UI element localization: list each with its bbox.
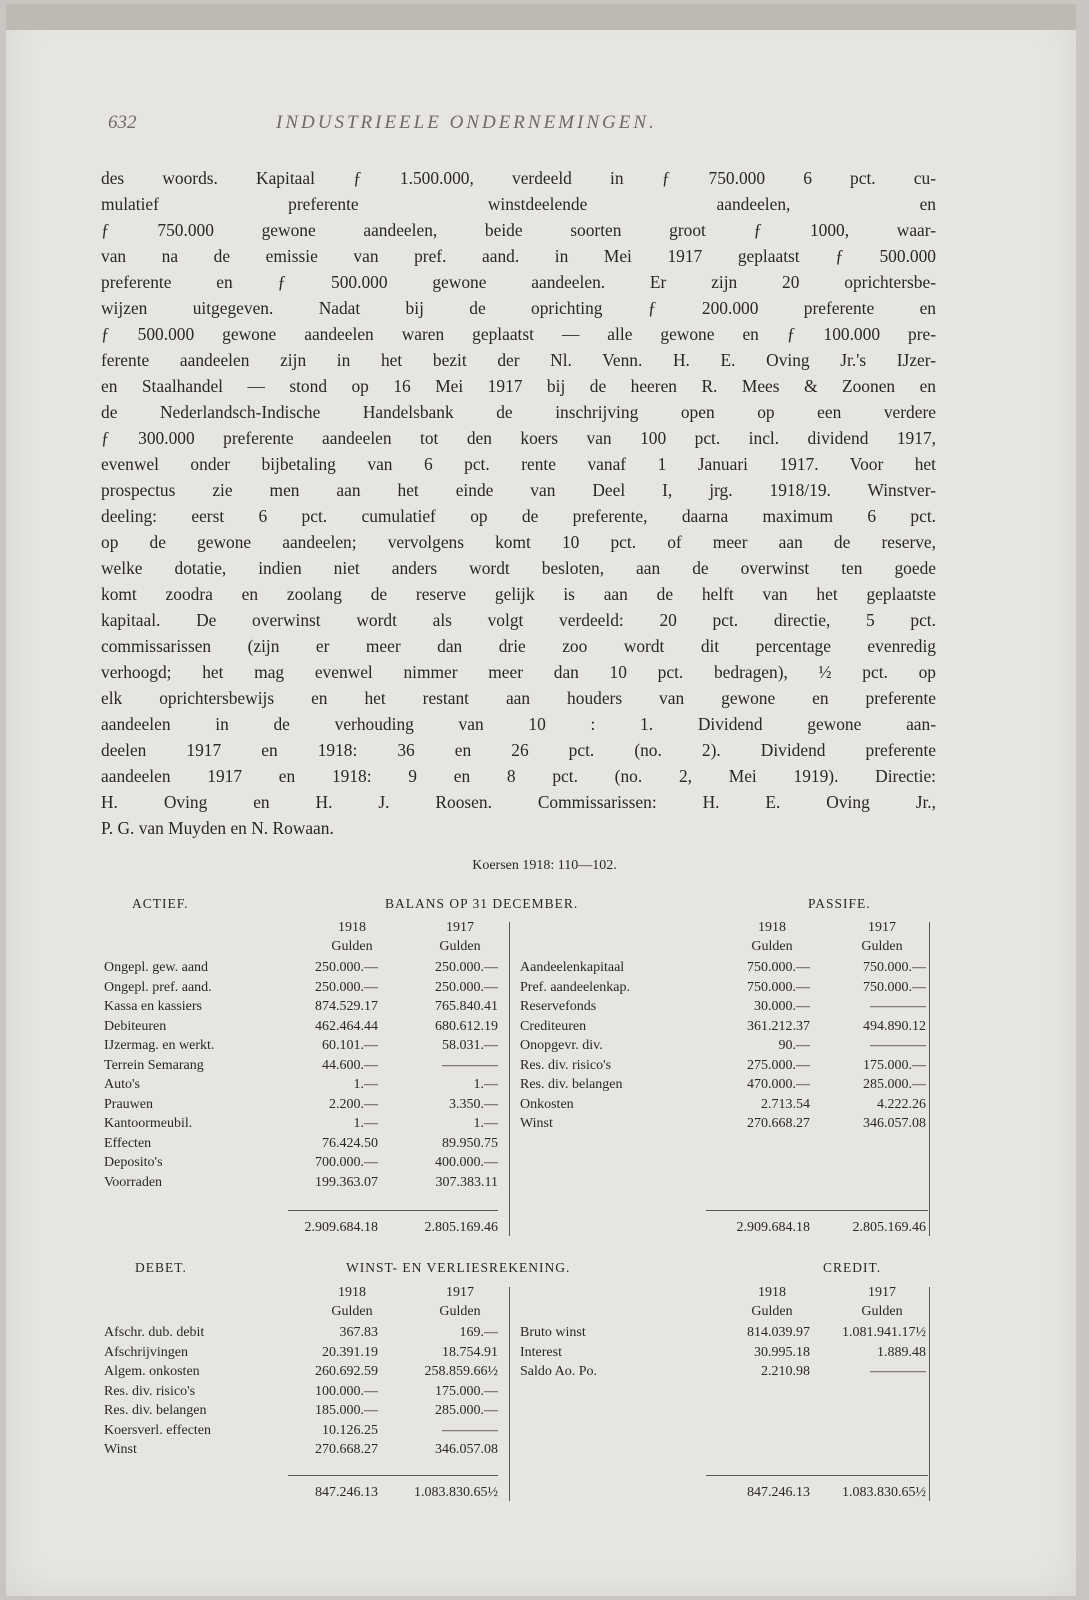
value-1917: 250.000.— [435,979,498,995]
value-1917: 680.612.19 [435,1018,498,1034]
total-1918: 847.246.13 [747,1485,810,1500]
value-1918: 250.000.— [315,960,378,975]
total-rule [288,1210,498,1211]
value-1917: 765.840.41 [435,999,498,1014]
column-unit: Gulden [439,939,481,954]
scan-top-edge [6,4,1076,30]
value-1917: 1.081.941.17½ [842,1325,926,1340]
value-1918: 60.101.— [322,1038,378,1053]
row-label: Afschrijvingen [104,1344,188,1360]
row-label: Bruto winst [520,1325,586,1340]
body-line: wijzen uitgegeven. Nadat bij de oprichting ƒ 200.000 preferente en [101,298,936,318]
row-label: Debiteuren [104,1018,167,1034]
value-1918: 185.000.— [315,1403,378,1418]
body-line: welke dotatie, indien niet anders wordt besloten, aan de overwinst ten goede [101,558,936,578]
value-1917: 346.057.08 [863,1116,926,1131]
column-divider [929,922,930,1236]
value-1918: 250.000.— [315,979,378,995]
value-1917: 18.754.91 [442,1344,498,1360]
total-1917: 1.083.830.65½ [842,1485,926,1500]
value-1918: 2.200.— [329,1096,378,1112]
body-line: deeling: eerst 6 pct. cumulatief op de preferente, daarna maximum 6 pct. [101,506,936,526]
value-1918: 814.039.97 [747,1325,810,1340]
value-1918: 367.83 [339,1325,378,1340]
column-year: 1918 [338,920,366,935]
total-rule [706,1210,928,1211]
row-label: Prauwen [104,1096,153,1112]
value-1918: 750.000.— [747,960,810,975]
row-label: Saldo Ao. Po. [520,1364,598,1379]
value-1917: ———— [442,1057,498,1073]
column-unit: Gulden [751,1304,793,1319]
koersen-line: Koersen 1918: 110—102. [472,858,617,873]
total-rule [288,1475,498,1476]
column-year: 1918 [758,920,786,935]
body-line: en Staalhandel — stond op 16 Mei 1917 bij de heeren R. Mees & Zoonen en [101,376,936,396]
value-1918: 2.210.98 [761,1364,810,1379]
total-1918: 2.909.684.18 [304,1220,378,1235]
value-1918: 20.391.19 [322,1344,378,1360]
row-label: Crediteuren [520,1018,587,1034]
row-label: Effecten [104,1135,152,1151]
value-1917: 4.222.26 [877,1096,926,1112]
value-1917: 285.000.— [435,1403,498,1418]
value-1918: 275.000.— [747,1057,810,1073]
value-1917: 3.350.— [449,1096,498,1112]
value-1918: 270.668.27 [747,1116,810,1131]
value-1917: ———— [870,1038,926,1053]
value-1918: 361.212.37 [747,1018,810,1034]
running-title: INDUSTRIEELE ONDERNEMINGEN. [276,112,657,133]
total-1918: 2.909.684.18 [736,1220,810,1235]
body-line: P. G. van Muyden en N. Rowaan. [101,818,334,838]
column-unit: Gulden [439,1304,481,1319]
row-label: Onopgevr. div. [520,1038,603,1053]
body-line: commissarissen (zijn er meer dan drie zoo wordt dit percentage evenredig [101,636,936,656]
value-1918: 30.000.— [754,999,810,1014]
value-1917: 494.890.12 [863,1018,926,1034]
value-1918: 700.000.— [315,1155,378,1170]
value-1918: 1.— [353,1077,378,1092]
column-unit: Gulden [751,939,793,954]
winst-title: WINST- EN VERLIESREKENING. [346,1260,571,1275]
row-label: IJzermag. en werkt. [104,1038,215,1053]
value-1917: 175.000.— [863,1057,926,1073]
row-label: Ongepl. gew. aand [104,960,209,975]
value-1918: 100.000.— [315,1383,378,1399]
total-1918: 847.246.13 [315,1485,378,1500]
winst-credit-caption: CREDIT. [823,1260,882,1275]
row-label: Kantoormeubil. [104,1116,193,1131]
body-line: verhoogd; het mag evenwel nimmer meer dan 10 pct. bedragen), ½ pct. op [101,662,936,682]
column-year: 1918 [338,1285,366,1300]
balans-actief-caption: ACTIEF. [132,896,189,911]
body-line: ƒ 750.000 gewone aandeelen, beide soorten groot ƒ 1000, waar- [101,220,936,240]
body-line: ƒ 300.000 preferente aandeelen tot den koers van 100 pct. incl. dividend 1917, [101,428,936,448]
value-1918: 2.713.54 [761,1096,810,1112]
value-1917: 169.— [459,1325,498,1340]
value-1917: 89.950.75 [442,1135,498,1151]
value-1917: ———— [870,999,926,1014]
value-1917: 1.— [473,1116,498,1131]
body-line: mulatief preferente winstdeelende aandeelen, en [101,194,936,214]
row-label: Voorraden [104,1174,163,1190]
row-label: Res. div. belangen [520,1077,623,1092]
value-1917: ———— [442,1422,498,1438]
body-line: elk oprichtersbewijs en het restant aan houders van gewone en preferente [101,688,936,708]
row-label: Winst [520,1116,553,1131]
row-label: Auto's [104,1077,140,1092]
column-divider [509,1287,510,1501]
body-line: prospectus zie men aan het einde van Deel I, jrg. 1918/19. Winstver- [101,480,936,500]
body-line: aandeelen in de verhouding van 10 : 1. Dividend gewone aan- [101,714,936,734]
body-line: ƒ 500.000 gewone aandeelen waren geplaatst — alle gewone en ƒ 100.000 pre- [101,324,936,344]
body-line: des woords. Kapitaal ƒ 1.500.000, verdeeld in ƒ 750.000 6 pct. cu- [101,168,936,188]
page-number: 632 [108,112,137,133]
row-label: Koersverl. effecten [104,1422,212,1438]
row-label: Terrein Semarang [104,1057,204,1073]
row-label: Afschr. dub. debit [104,1325,205,1340]
row-label: Res. div. risico's [104,1383,196,1399]
value-1918: 470.000.— [747,1077,810,1092]
body-line: preferente en ƒ 500.000 gewone aandeelen. Er zijn 20 oprichtersbe- [101,272,936,292]
value-1917: 750.000.— [863,960,926,975]
balans-title: BALANS OP 31 DECEMBER. [385,896,579,911]
body-line: H. Oving en H. J. Roosen. Commissarissen: H. E. Oving Jr., [101,792,936,812]
value-1918: 30.995.18 [754,1344,810,1360]
value-1918: 270.668.27 [315,1442,378,1457]
body-line: deelen 1917 en 1918: 36 en 26 pct. (no. 2). Dividend preferente [101,740,936,760]
column-year: 1917 [868,1285,896,1300]
value-1918: 44.600.— [322,1057,378,1073]
body-line: de Nederlandsch-Indische Handelsbank de inschrijving open op een verdere [101,402,936,422]
column-year: 1918 [758,1285,786,1300]
column-unit: Gulden [861,1304,903,1319]
row-label: Onkosten [520,1096,574,1112]
row-label: Pref. aandeelenkap. [520,979,630,995]
row-label: Winst [104,1442,137,1457]
value-1918: 76.424.50 [322,1135,378,1151]
value-1917: 258.859.66½ [424,1364,498,1379]
body-line: van na de emissie van pref. aand. in Mei 1917 geplaatst ƒ 500.000 [101,246,936,266]
value-1917: 307.383.11 [435,1174,498,1190]
body-text [101,165,936,841]
row-label: Reservefonds [520,999,597,1014]
value-1917: 400.000.— [435,1155,498,1170]
column-year: 1917 [446,920,474,935]
body-line: ferente aandeelen zijn in het bezit der Nl. Venn. H. E. Oving Jr.'s IJzer- [101,350,936,370]
value-1917: 1.889.48 [877,1344,926,1360]
value-1918: 10.126.25 [322,1422,378,1438]
row-label: Res. div. belangen [104,1403,207,1418]
row-label: Interest [520,1344,562,1360]
total-1917: 2.805.169.46 [424,1220,498,1235]
value-1917: 1.— [473,1077,498,1092]
balans-passief-caption: PASSIFE. [808,896,871,911]
value-1918: 750.000.— [747,979,810,995]
column-unit: Gulden [331,1304,373,1319]
body-line: evenwel onder bijbetaling van 6 pct. rente vanaf 1 Januari 1917. Voor het [101,454,936,474]
row-label: Kassa en kassiers [104,999,202,1014]
body-line: komt zoodra en zoolang de reserve gelijk is aan de helft van het geplaatste [101,584,936,604]
row-label: Deposito's [104,1155,163,1170]
value-1917: 58.031.— [442,1038,498,1053]
column-year: 1917 [868,920,896,935]
total-rule [706,1475,928,1476]
body-line: kapitaal. De overwinst wordt als volgt verdeeld: 20 pct. directie, 5 pct. [101,610,936,630]
row-label: Algem. onkosten [104,1364,200,1379]
winst-debet-caption: DEBET. [135,1260,187,1275]
row-label: Res. div. risico's [520,1057,612,1073]
value-1917: 250.000.— [435,960,498,975]
value-1917: 175.000.— [435,1383,498,1399]
value-1917: 285.000.— [863,1077,926,1092]
total-1917: 1.083.830.65½ [414,1485,498,1500]
value-1917: ———— [870,1364,926,1379]
row-label: Aandeelenkapitaal [520,960,625,975]
body-line: op de gewone aandeelen; vervolgens komt 10 pct. of meer aan de reserve, [101,532,936,552]
value-1918: 90.— [778,1038,810,1053]
value-1918: 199.363.07 [315,1174,378,1190]
value-1918: 462.464.44 [315,1018,378,1034]
value-1918: 1.— [353,1116,378,1131]
total-1917: 2.805.169.46 [852,1220,926,1235]
value-1917: 346.057.08 [435,1442,498,1457]
value-1918: 260.692.59 [315,1364,378,1379]
column-divider [509,922,510,1236]
column-year: 1917 [446,1285,474,1300]
row-label: Ongepl. pref. aand. [104,979,212,995]
value-1918: 874.529.17 [315,999,378,1014]
value-1917: 750.000.— [863,979,926,995]
column-divider [929,1287,930,1501]
column-unit: Gulden [861,939,903,954]
column-unit: Gulden [331,939,373,954]
body-line: aandeelen 1917 en 1918: 9 en 8 pct. (no. 2, Mei 1919). Directie: [101,766,936,786]
